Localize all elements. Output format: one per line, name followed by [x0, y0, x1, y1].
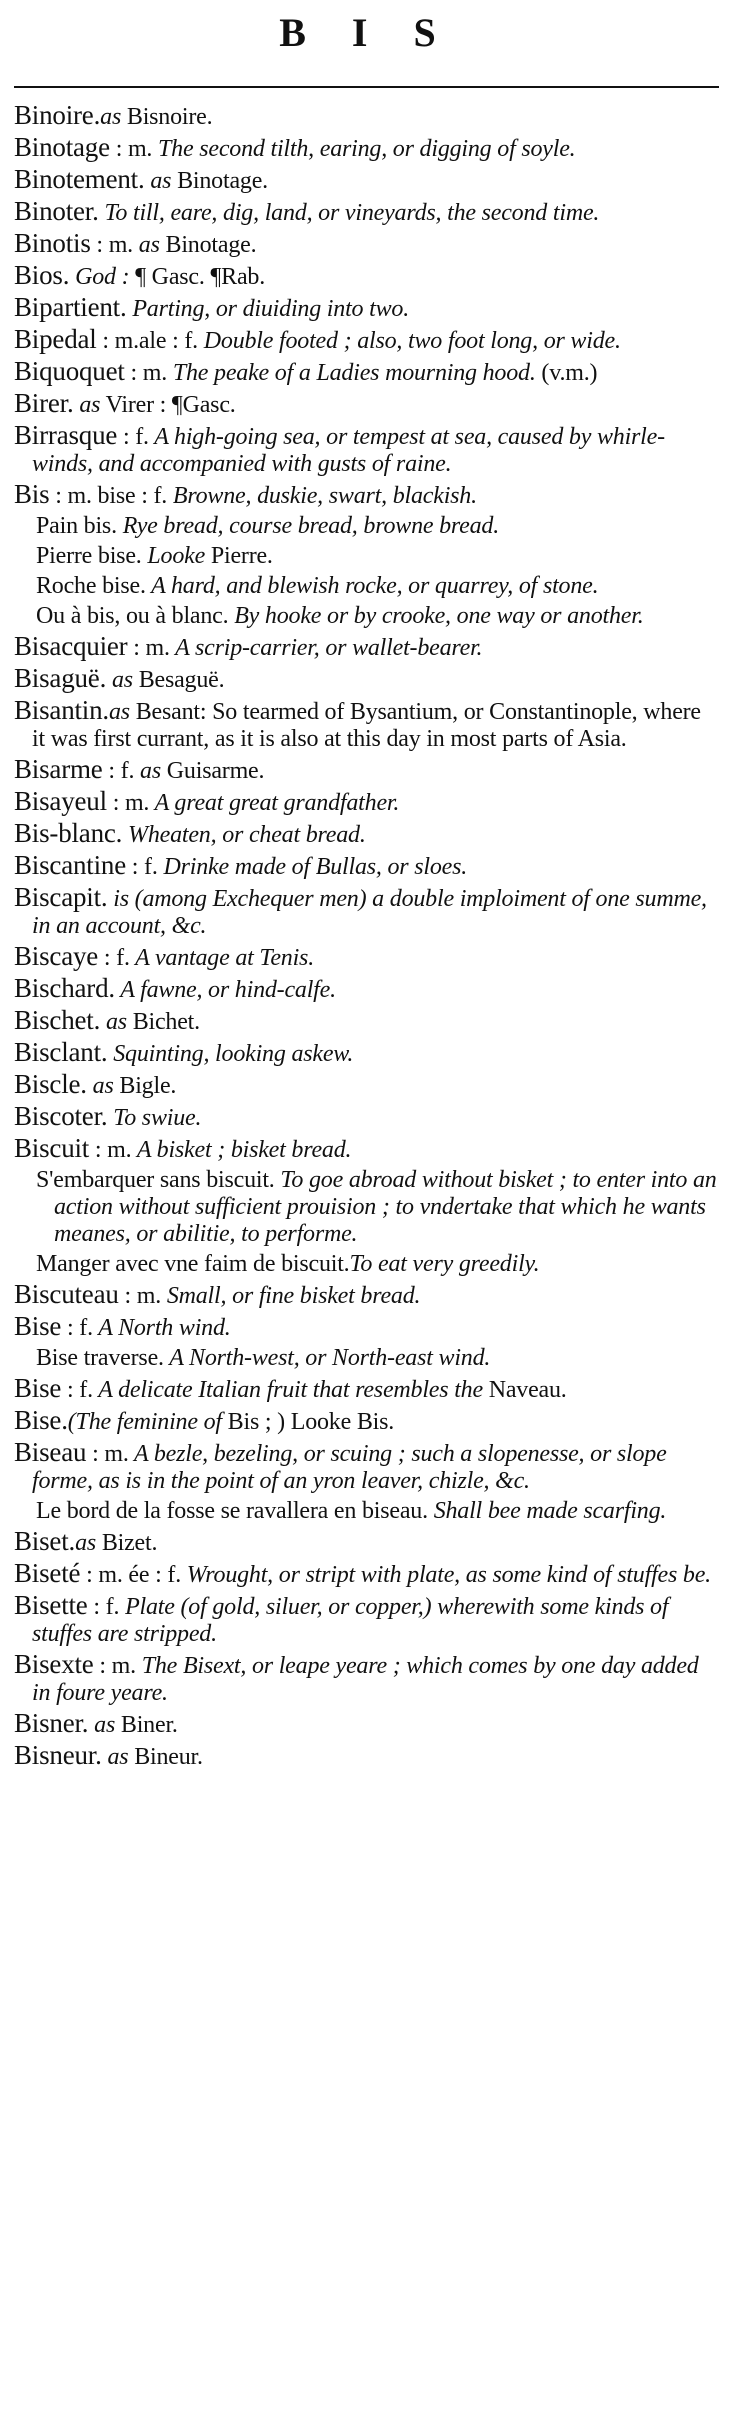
headword: Le bord de la fosse se ravallera en biseau. — [36, 1498, 428, 1524]
definition: A fawne, or hind-calfe. — [114, 977, 336, 1003]
definition: Shall bee made scarfing. — [427, 1498, 667, 1524]
definition: To till, eare, dig, land, or vineyards, the second time. — [98, 200, 600, 226]
dictionary-entry — [14, 294, 719, 323]
headword: Bisclant. — [14, 1037, 108, 1067]
grammar-note: : f. — [87, 1594, 120, 1620]
definition: A vantage at Tenis. — [129, 945, 314, 971]
headword: Bisantin. — [14, 695, 109, 725]
grammar-note: : m. — [86, 1441, 129, 1467]
headword: Roche bise. — [36, 573, 146, 599]
definition: By hooke or by crooke, one way or another. — [228, 603, 644, 629]
entry-tail: Besaguë. — [132, 667, 225, 693]
headword: Bios. — [14, 260, 70, 290]
headword: Ou à bis, ou à blanc. — [36, 603, 229, 629]
grammar-note: : f. — [117, 424, 149, 450]
dictionary-entry — [14, 326, 719, 355]
dictionary-entry — [14, 1407, 719, 1436]
definition: Parting, or diuiding into two. — [126, 296, 410, 322]
definition: To goe abroad without bisket ; to enter into an action without sufficient prouision ; to vndertake that which he wants meanes, or abilitie, to performe. — [54, 1167, 717, 1247]
dictionary-entry — [14, 390, 719, 419]
definition: To eat very greedily. — [349, 1251, 540, 1277]
entry-tail: Bineur. — [128, 1744, 203, 1770]
headword: Bisexte — [14, 1649, 94, 1679]
definition: A great great grandfather. — [149, 790, 400, 816]
headword: Bipartient. — [14, 292, 127, 322]
headword: Bischet. — [14, 1005, 101, 1035]
headword: Biscuteau — [14, 1279, 119, 1309]
definition: as — [144, 168, 172, 194]
definition: as — [73, 392, 101, 418]
entry-tail: ¶ Gasc. ¶Rab. — [129, 264, 265, 290]
headword: Pierre bise. — [36, 543, 142, 569]
dictionary-entry — [14, 102, 719, 131]
entry-tail: Bizet. — [96, 1530, 158, 1556]
entry-tail: Binotage. — [159, 232, 257, 258]
definition: The peake of a Ladies mourning hood. — [167, 360, 536, 386]
subentry — [14, 1167, 719, 1248]
grammar-note: : m. — [106, 790, 150, 816]
grammar-note: : m. — [109, 136, 153, 162]
grammar-note: : m. — [90, 232, 133, 258]
grammar-note: : m. — [118, 1283, 162, 1309]
headword: Bise traverse. — [36, 1345, 164, 1371]
definition: as — [101, 1744, 129, 1770]
definition: God : — [69, 264, 130, 290]
entry-tail: Bichet. — [126, 1009, 200, 1035]
definition: as — [106, 667, 133, 693]
subentry — [14, 573, 719, 600]
grammar-note: : m. — [124, 360, 168, 386]
definition: A North wind. — [92, 1315, 231, 1341]
dictionary-entry — [14, 1439, 719, 1495]
definition: A delicate Italian fruit that resembles the — [92, 1377, 483, 1403]
entry-tail: Bis ; ) Looke Bis. — [221, 1409, 395, 1435]
dictionary-entry — [14, 230, 719, 259]
page-header: B I S — [279, 10, 454, 55]
dictionary-entry — [14, 756, 719, 785]
headword: Bischard. — [14, 973, 115, 1003]
dictionary-entry — [14, 134, 719, 163]
headword: Bipedal — [14, 324, 97, 354]
grammar-note: : m. bise : f. — [49, 483, 168, 509]
headword: Biscuit — [14, 1133, 90, 1163]
dictionary-entry — [14, 1039, 719, 1068]
dictionary-entry — [14, 975, 719, 1004]
definition: Wheaten, or cheat bread. — [122, 822, 366, 848]
headword: Binotement. — [14, 164, 145, 194]
definition: Rye bread, course bread, browne bread. — [116, 513, 500, 539]
grammar-note: : f. — [125, 854, 158, 880]
grammar-note: : m. — [127, 635, 170, 661]
entry-tail: Virer : ¶Gasc. — [100, 392, 236, 418]
dictionary-entry — [14, 852, 719, 881]
dictionary-entry — [14, 1007, 719, 1036]
dictionary-entry — [14, 1103, 719, 1132]
headword: Biscle. — [14, 1069, 87, 1099]
subentry — [14, 543, 719, 570]
dictionary-entry — [14, 697, 719, 753]
grammar-note: : m. — [93, 1653, 136, 1679]
dictionary-entry — [14, 262, 719, 291]
subentry — [14, 513, 719, 540]
dictionary-entry — [14, 1135, 719, 1164]
headword: Bisacquier — [14, 631, 128, 661]
definition: A scrip-carrier, or wallet-bearer. — [169, 635, 483, 661]
definition: as — [134, 758, 161, 784]
dictionary-entry — [14, 1313, 719, 1342]
definition: The second tilth, earing, or digging of soyle. — [152, 136, 576, 162]
dictionary-entry — [14, 1071, 719, 1100]
definition: as — [100, 1009, 127, 1035]
headword: Binoter. — [14, 196, 99, 226]
dictionary-entry — [14, 665, 719, 694]
entry-tail: Besant: So tearmed of Bysantium, or Constantinople, where it was first currant, as it is also at this day in most parts of Asia. — [32, 699, 701, 752]
dictionary-entry — [14, 943, 719, 972]
headword: Biseau — [14, 1437, 87, 1467]
definition: Squinting, looking askew. — [107, 1041, 354, 1067]
headword: Bisayeul — [14, 786, 107, 816]
definition: A hard, and blewish rocke, or quarrey, of stone. — [145, 573, 599, 599]
headword: Bise — [14, 1373, 62, 1403]
entry-tail: Naveau. — [482, 1377, 567, 1403]
subentry — [14, 1498, 719, 1525]
definition: A bisket ; bisket bread. — [131, 1137, 352, 1163]
dictionary-entry — [14, 788, 719, 817]
dictionary-entry — [14, 884, 719, 940]
headword: Binotage — [14, 132, 110, 162]
headword: Bisner. — [14, 1708, 89, 1738]
headword: Biscoter. — [14, 1101, 108, 1131]
definition: as — [88, 1712, 116, 1738]
grammar-note: : f. — [98, 945, 130, 971]
dictionary-entry — [14, 1651, 719, 1707]
definition: A high-going sea, or tempest at sea, caused by whirle-winds, and accompanied with gusts of raine. — [32, 424, 665, 477]
headword: Biquoquet — [14, 356, 125, 386]
grammar-note: : m.ale : f. — [96, 328, 198, 354]
entry-tail: Biner. — [115, 1712, 178, 1738]
definition: Wrought, or stript with plate, as some kind of stuffes be. — [181, 1562, 711, 1588]
dictionary-entry — [14, 820, 719, 849]
headword: Biset. — [14, 1526, 76, 1556]
headword: Biseté — [14, 1558, 81, 1588]
dictionary-entry — [14, 358, 719, 387]
definition: as — [100, 104, 122, 130]
dictionary-entry — [14, 1592, 719, 1648]
dictionary-entry — [14, 166, 719, 195]
entry-tail: (v.m.) — [535, 360, 598, 386]
subentry — [14, 1345, 719, 1372]
definition: The Bisext, or leape yeare ; which comes by one day added in foure yeare. — [32, 1653, 699, 1706]
headword: Bisette — [14, 1590, 88, 1620]
definition: is (among Exchequer men) a double imploiment of one summe, in an account, &c. — [32, 886, 707, 939]
headword: Birer. — [14, 388, 74, 418]
headword: Bise — [14, 1311, 62, 1341]
subentry — [14, 1251, 719, 1278]
dictionary-entry — [14, 481, 719, 510]
headword: Binotis — [14, 228, 91, 258]
definition: Looke — [141, 543, 206, 569]
headword: Bisaguë. — [14, 663, 107, 693]
entry-tail: Bisnoire. — [121, 104, 213, 130]
definition: Browne, duskie, swart, blackish. — [167, 483, 477, 509]
definition: Plate (of gold, siluer, or copper,) wherewith some kinds of stuffes are stripped. — [32, 1594, 669, 1647]
headword: Binoire. — [14, 100, 101, 130]
headword: Birrasque — [14, 420, 118, 450]
dictionary-entry — [14, 1528, 719, 1557]
headword: Pain bis. — [36, 513, 117, 539]
headword: Biscapit. — [14, 882, 108, 912]
dictionary-entry — [14, 633, 719, 662]
dictionary-entry — [14, 422, 719, 478]
definition: as — [86, 1073, 114, 1099]
entry-tail: Binotage. — [171, 168, 268, 194]
headword: Bisarme — [14, 754, 103, 784]
grammar-note: : f. — [61, 1315, 93, 1341]
grammar-note: : m. ée : f. — [80, 1562, 181, 1588]
headword: Bisneur. — [14, 1740, 102, 1770]
dictionary-entry — [14, 198, 719, 227]
entry-tail: Pierre. — [205, 543, 273, 569]
definition: as — [108, 699, 130, 725]
headword: Bis — [14, 479, 50, 509]
definition: (The feminine of — [67, 1409, 222, 1435]
grammar-note: : f. — [61, 1377, 93, 1403]
headword: S'embarquer sans biscuit. — [36, 1167, 275, 1193]
headword: Biscaye — [14, 941, 99, 971]
entry-tail: Guisarme. — [161, 758, 265, 784]
definition: To swiue. — [107, 1105, 202, 1131]
entry-list — [14, 102, 719, 1771]
definition: as — [75, 1530, 97, 1556]
definition: A North-west, or North-east wind. — [163, 1345, 491, 1371]
entry-tail: Bigle. — [113, 1073, 177, 1099]
dictionary-entry — [14, 1742, 719, 1771]
headword: Bise. — [14, 1405, 68, 1435]
dictionary-entry — [14, 1560, 719, 1589]
subentry — [14, 603, 719, 630]
definition: A bezle, bezeling, or scuing ; such a slopenesse, or slope forme, as is in the point of an yron leaver, chizle, &c. — [32, 1441, 667, 1494]
headword: Biscantine — [14, 850, 126, 880]
definition: Double footed ; also, two foot long, or wide. — [197, 328, 621, 354]
dictionary-entry — [14, 1375, 719, 1404]
headword: Bis-blanc. — [14, 818, 123, 848]
header-rule — [14, 86, 719, 88]
grammar-note: : f. — [102, 758, 135, 784]
headword: Manger avec vne faim de biscuit. — [36, 1251, 350, 1277]
dictionary-entry — [14, 1710, 719, 1739]
definition: Small, or fine bisket bread. — [161, 1283, 421, 1309]
definition: as — [132, 232, 160, 258]
grammar-note: : m. — [89, 1137, 132, 1163]
definition: Drinke made of Bullas, or sloes. — [157, 854, 468, 880]
dictionary-entry — [14, 1281, 719, 1310]
